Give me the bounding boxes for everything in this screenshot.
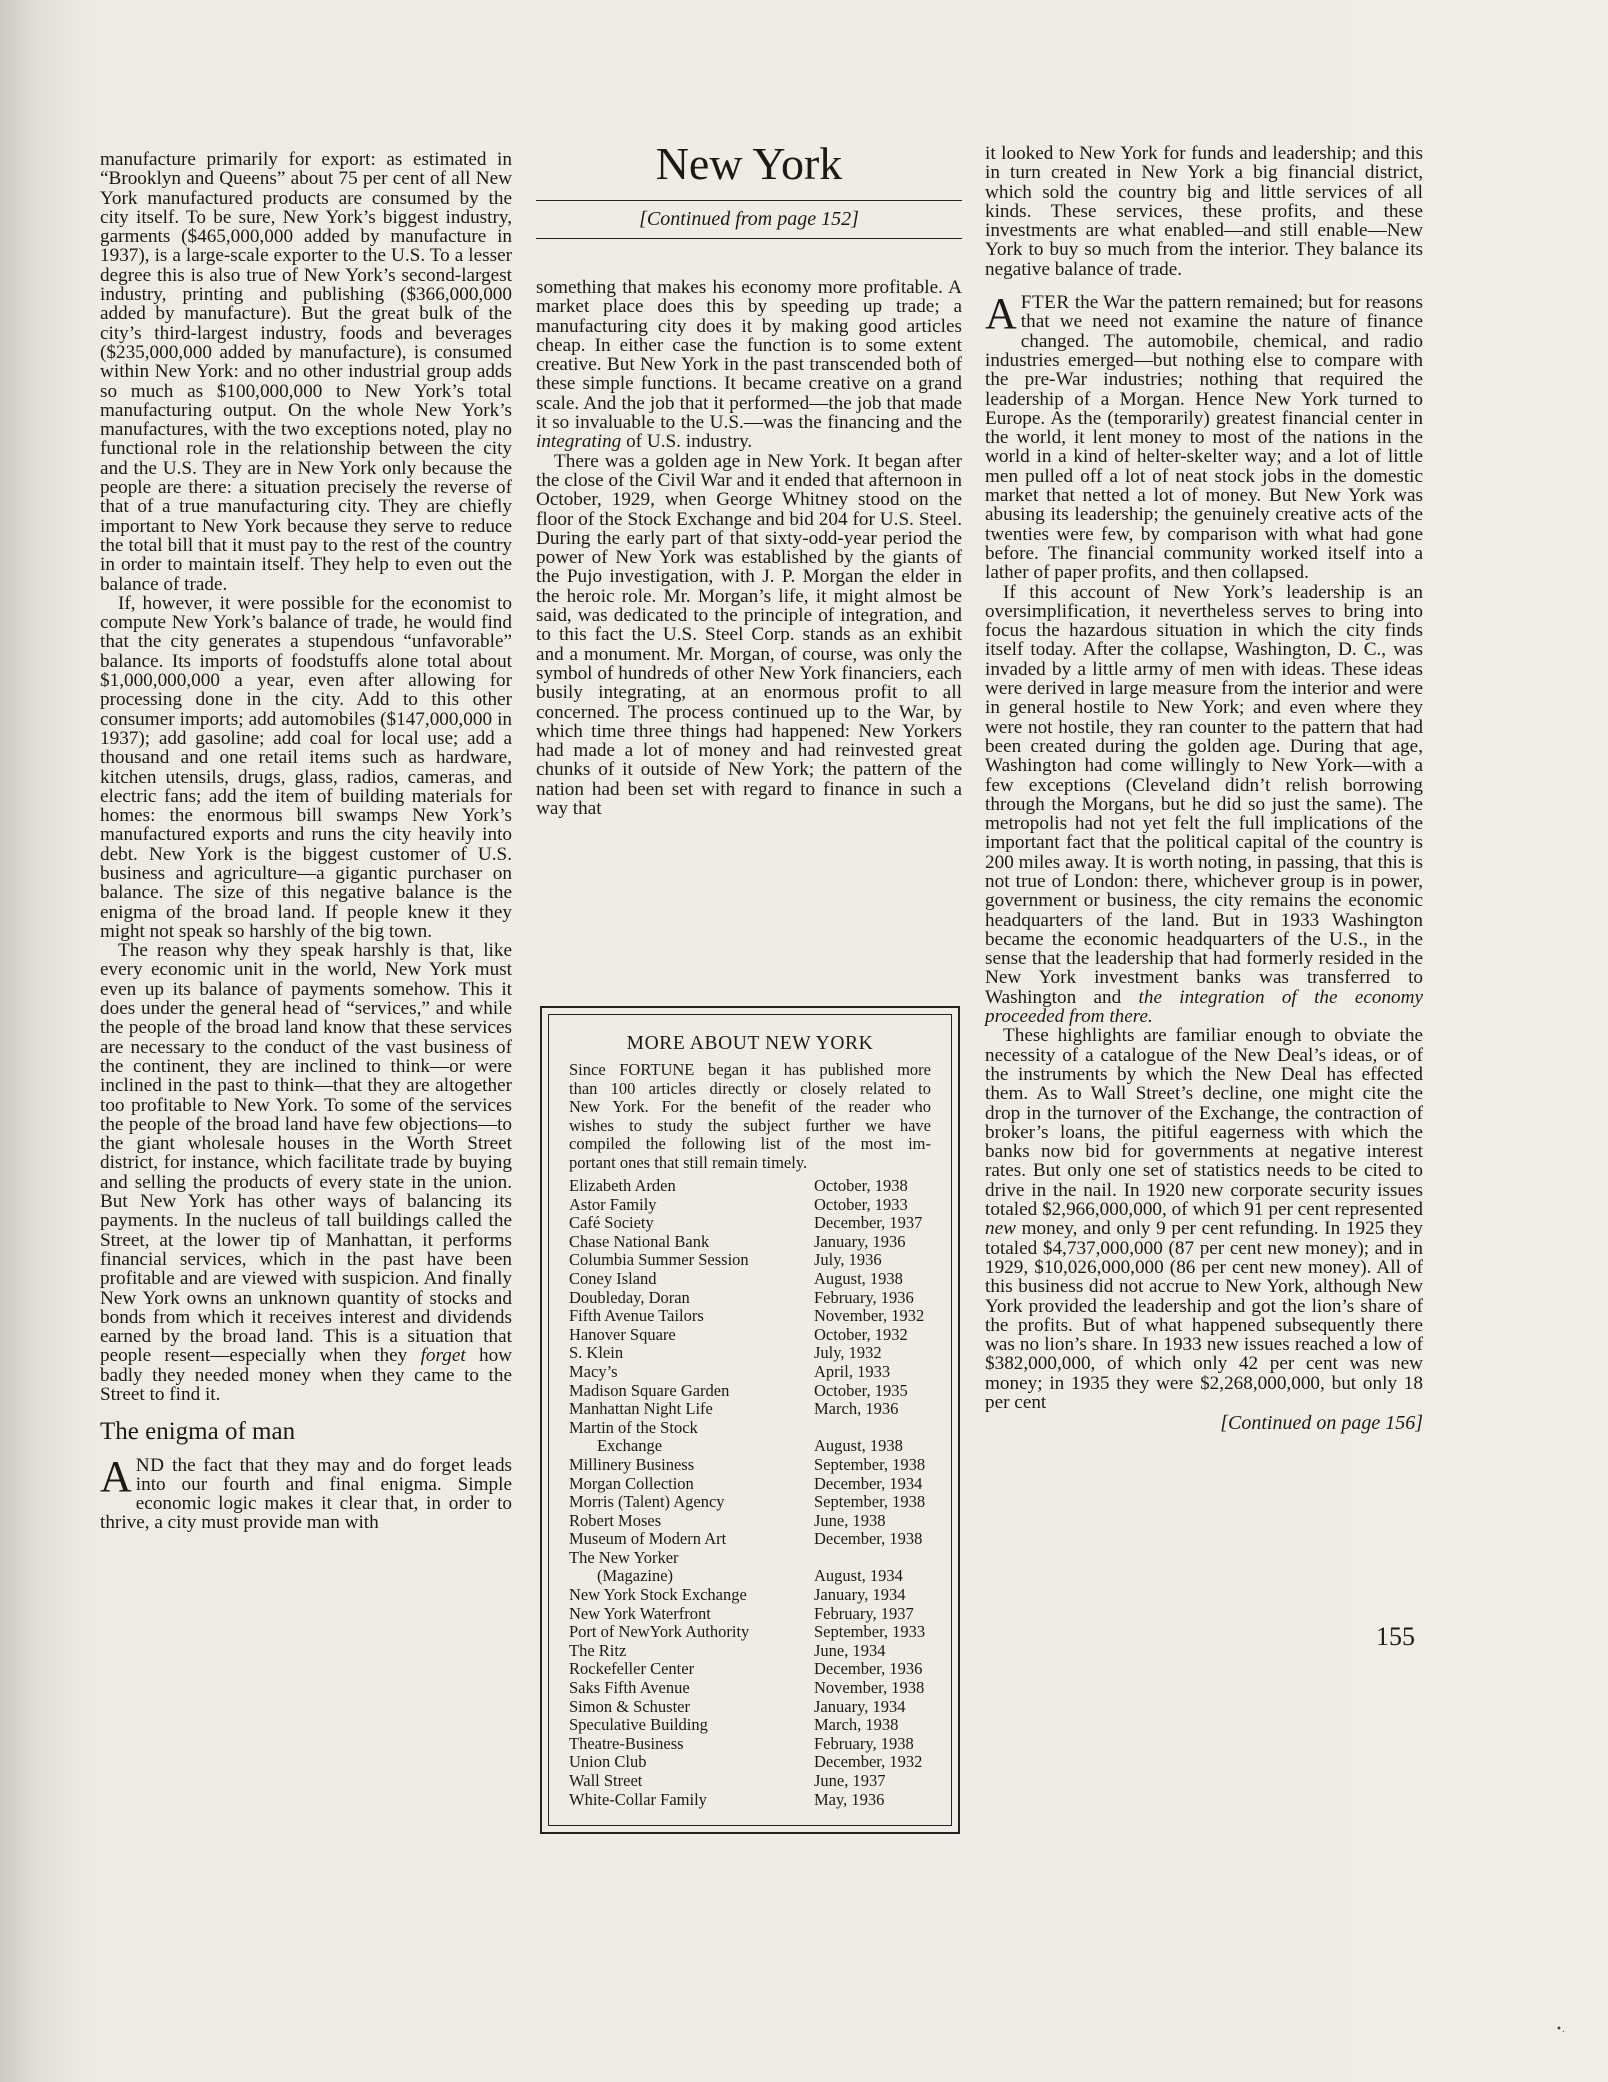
list-item bbox=[569, 1456, 943, 1475]
continued-from-note: [Continued from page 152] bbox=[639, 208, 859, 230]
list-item bbox=[569, 1270, 943, 1289]
page-title: New York bbox=[655, 138, 843, 189]
list-item bbox=[569, 1586, 943, 1605]
article-date: January, 1934 bbox=[814, 1696, 906, 1716]
article-name bbox=[569, 1196, 814, 1215]
article-name-line: Hanover Square bbox=[569, 1324, 676, 1344]
sidebar-inner-frame bbox=[548, 1014, 952, 1826]
article-name-line: Speculative Building bbox=[569, 1715, 708, 1735]
drop-cap: A bbox=[985, 289, 1017, 339]
col2-p1-italic: integrating bbox=[536, 431, 622, 453]
list-item bbox=[569, 1660, 943, 1679]
list-item bbox=[569, 1772, 943, 1791]
article-name bbox=[569, 1475, 814, 1494]
article-date: August, 1938 bbox=[814, 1268, 903, 1288]
article-name-line: New York Waterfront bbox=[569, 1603, 711, 1623]
list-item bbox=[569, 1791, 943, 1810]
col1-p3-italic: forget bbox=[420, 1345, 466, 1367]
article-name bbox=[569, 1214, 814, 1233]
col2-p1-end: of U.S. industry. bbox=[626, 431, 753, 453]
article-name bbox=[569, 1307, 814, 1326]
list-item bbox=[569, 1753, 943, 1772]
col3-paragraph-2 bbox=[985, 289, 1423, 584]
article-name bbox=[569, 1400, 814, 1419]
article-date: June, 1937 bbox=[814, 1771, 886, 1790]
list-item bbox=[569, 1289, 943, 1308]
sidebar-intro-line: compiled the following list of the most im- bbox=[569, 1134, 931, 1154]
article-date: February, 1936 bbox=[814, 1287, 914, 1307]
article-name-line: White-Collar Family bbox=[569, 1789, 707, 1809]
article-name-line: Wall Street bbox=[569, 1771, 643, 1790]
article-date: December, 1932 bbox=[814, 1752, 923, 1772]
article-name bbox=[569, 1698, 814, 1717]
drop-cap: A bbox=[100, 1451, 132, 1501]
article-name bbox=[569, 1289, 814, 1308]
title-rule-top bbox=[536, 200, 962, 201]
list-item bbox=[569, 1363, 943, 1382]
article-name bbox=[569, 1530, 814, 1549]
continued-on-note: [Continued on page 156] bbox=[1220, 1412, 1423, 1435]
article-date: August, 1938 bbox=[814, 1436, 903, 1456]
article-name-line: Madison Square Garden bbox=[569, 1380, 730, 1400]
article-date: December, 1937 bbox=[814, 1213, 923, 1233]
article-date: October, 1935 bbox=[814, 1380, 908, 1400]
small-caps-lead: ND bbox=[135, 1454, 165, 1476]
article-name bbox=[569, 1772, 814, 1791]
article-name bbox=[569, 1753, 814, 1772]
list-item bbox=[569, 1326, 943, 1345]
article-name bbox=[569, 1456, 814, 1475]
col3-p4-end: money, and only 9 per cent refunding. In 1925 they totaled $4,737,000,000 (87 per cent new money); and in 1929, $10,026,000,000 (86 per cent new money). All of this business did not accrue to New York, although New York provided the leadership and got the lion’s share of the profits. But of what happened subsequently there was no lion’s share. In 1933 new issues reached a low of $382,000,000, of which only 42 per cent was new money; in 1935 they were $2,268,000,000, but only 18 per cent bbox=[985, 1218, 1423, 1413]
article-name-line: Simon & Schuster bbox=[569, 1696, 691, 1716]
col1-paragraph-3 bbox=[100, 941, 512, 1404]
article-name-line: Millinery Business bbox=[569, 1454, 695, 1474]
col3-paragraph-3 bbox=[985, 583, 1423, 1027]
article-name-line: Fifth Avenue Tailors bbox=[569, 1306, 704, 1326]
list-item bbox=[569, 1642, 943, 1661]
article-name-line: Café Society bbox=[569, 1213, 654, 1233]
col1-p3-end: how badly they needed money when they came to the Street to find it. bbox=[100, 1345, 513, 1405]
col1-paragraph-2: If, however, it were possible for the economist to compute New York’s balance of trade, he would find that the city generates a stupendous “unfavorable” balance. Its imports of foodstuffs alone total about $1,000,000,000 a year, even after allowing for processing done in the city. Add to this other consumer imports; add automobiles ($147,000,000 in 1937); add gasoline; add coal for local use; add a thousand and one retail items such as hardware, kitchen utensils, drugs, glass, radios, cameras, and electric fans; add the item of building materials for homes: the enormous bill swamps New York’s manufactured exports and runs the city heavily into debt. New York is the biggest customer of U.S. business and agriculture—a gigantic purchaser on balance. The size of this negative balance is the enigma of the broad land. If people knew it they might not speak so harshly of the big town. bbox=[100, 592, 512, 942]
section-subhead: The enigma of man bbox=[100, 1418, 296, 1446]
col1-p4-text: the fact that they may and do forget leads into our fourth and final enigma. Simple economic logic makes it clear that, in order to thrive, a city must provide man with bbox=[100, 1454, 513, 1534]
article-name bbox=[569, 1586, 814, 1605]
article-date: December, 1934 bbox=[814, 1473, 923, 1493]
list-item bbox=[569, 1512, 943, 1531]
article-date: August, 1934 bbox=[814, 1566, 903, 1586]
article-name-line: Exchange bbox=[597, 1436, 663, 1456]
article-name-line: Robert Moses bbox=[569, 1510, 662, 1530]
sidebar-intro bbox=[569, 1061, 931, 1173]
article-name bbox=[569, 1549, 814, 1586]
list-item bbox=[569, 1493, 943, 1512]
article-date: January, 1934 bbox=[814, 1585, 906, 1605]
col3-p3-text: If this account of New York’s leadership is an oversimplification, it nevertheless serves to bring into focus the hazardous situation in which the city finds itself today. After the collapse, Washington, D. C., was invaded by a little army of men with ideas. These ideas were derived in large measure from the interior and were in general hostile to New York; and even where they were not hostile, they ran counter to the pattern that had been created during the golden age. During that age, Washington had come willingly to New York—with a few exceptions (Cleveland didn’t relish borrowing through the Morgans, but he did so just the same). The metropolis had not yet felt the full implications of the important fact that the political capital of the country is 200 miles away. It is worth noting, in passing, that this is not true of London: there, whichever group is in power, government or business, the city remains the economic headquarters of the land. But in 1933 Washington became the economic headquarters of the U.S., in the sense that the leadership that had formerly resided in the New York investment banks was transferred to Washington and bbox=[985, 581, 1423, 1008]
list-item bbox=[569, 1698, 943, 1717]
article-name bbox=[569, 1679, 814, 1698]
article-name-line: Macy’s bbox=[569, 1361, 618, 1381]
corner-mark: •. bbox=[1556, 2024, 1566, 2035]
article-date: February, 1938 bbox=[814, 1733, 914, 1753]
article-name-line: Astor Family bbox=[569, 1194, 657, 1214]
article-name bbox=[569, 1735, 814, 1754]
article-name-line: Saks Fifth Avenue bbox=[569, 1678, 690, 1698]
list-item bbox=[569, 1233, 943, 1252]
article-date: July, 1936 bbox=[814, 1250, 882, 1270]
article-name-line: (Magazine) bbox=[597, 1566, 674, 1586]
article-name bbox=[569, 1791, 814, 1810]
article-date: September, 1938 bbox=[814, 1454, 926, 1474]
list-item bbox=[569, 1475, 943, 1494]
sidebar-intro-line: portant ones that still remain timely. bbox=[569, 1152, 808, 1172]
article-name-line: Port of NewYork Authority bbox=[569, 1622, 750, 1642]
article-name-line: Union Club bbox=[569, 1752, 647, 1772]
article-name-line: Museum of Modern Art bbox=[569, 1529, 727, 1549]
list-item bbox=[569, 1177, 943, 1196]
article-name-line: New York Stock Exchange bbox=[569, 1585, 747, 1605]
col1-p3-text: The reason why they speak harshly is that, like every economic unit in the world, New York must even up its balance of payments somehow. This it does under the general head of “services,” and while the people of the broad land know that these services are necessary to the conduct of the vast business of the continent, they are inclined to think—or were inclined in the past to think—that they are altogether too profitable to New York. To some of the services the people of the broad land have few objections—to the giant wholesale houses in the Worth Street district, for instance, which facilitate trade by buying and selling the products of every state in the union. But New York has other ways of balancing its payments. In the nucleus of tall buildings called the Street, at the lower tip of Manhattan, it performs financial services, which in the past have been profitable and are viewed with suspicion. And finally New York owns an unknown quantity of stocks and bonds from which it receives interest and dividends earned by the broad land. This is a situation that people resent—especially when they bbox=[100, 940, 512, 1367]
list-item bbox=[569, 1605, 943, 1624]
list-item bbox=[569, 1382, 943, 1401]
article-name bbox=[569, 1493, 814, 1512]
article-name-line: Chase National Bank bbox=[569, 1231, 710, 1251]
article-name-line: Martin of the Stock bbox=[569, 1417, 698, 1437]
article-name bbox=[569, 1177, 814, 1196]
article-name-line: The Ritz bbox=[569, 1640, 627, 1660]
title-rule-bottom bbox=[536, 238, 962, 239]
article-name-line: Rockefeller Center bbox=[569, 1659, 695, 1679]
list-item bbox=[569, 1400, 943, 1419]
article-name-line: Elizabeth Arden bbox=[569, 1176, 676, 1195]
list-item bbox=[569, 1530, 943, 1549]
col2-p1-text: something that makes his economy more profitable. A market place does this by speeding up trade; a manufacturing city does it by making good articles cheap. In either case the function is to some extent creative. But New York in the past transcended both of these simple functions. It became creative on a grand scale. And the job that it performed—the job that made it so invaluable to the U.S.—was the financing and the bbox=[536, 277, 962, 434]
article-date: October, 1933 bbox=[814, 1194, 908, 1214]
col1-paragraph-1: manufacture primarily for export: as estimated in “Brooklyn and Queens” about 75 per cent of all New York manufactured products are consumed by the city itself. To be sure, New York’s biggest industry, garments ($465,000,000 added by manufacture in 1937), is a large-scale exporter to the U.S. To a lesser degree this is also true of New York’s second-largest industry, printing and publishing ($366,000,000 added by manufacture). But the great bulk of the city’s third-largest industry, foods and beverages ($235,000,000 added by manufacture), is consumed within New York: and no other industrial group adds so much as $100,000,000 to New York’s total manufacturing output. On the whole New York’s manufactures, with the two exceptions noted, play no functional role in the relationship between the city and the U.S. They are in New York only because the people are there: a situation precisely the reverse of that of a true manufacturing city. They are chiefly important to New York because they serve to reduce the total bill that it must pay to the rest of the country in order to maintain itself. They help to even out the balance of trade. bbox=[100, 149, 512, 595]
list-item bbox=[569, 1716, 943, 1735]
article-name-line: The New Yorker bbox=[569, 1547, 679, 1567]
article-name bbox=[569, 1233, 814, 1252]
article-date: June, 1934 bbox=[814, 1640, 886, 1660]
article-name-line: Doubleday, Doran bbox=[569, 1287, 690, 1307]
article-name bbox=[569, 1363, 814, 1382]
article-name bbox=[569, 1716, 814, 1735]
sidebar-title: MORE ABOUT NEW YORK bbox=[626, 1033, 874, 1054]
article-date: May, 1936 bbox=[814, 1789, 885, 1809]
article-name bbox=[569, 1512, 814, 1531]
article-date: December, 1938 bbox=[814, 1529, 923, 1549]
article-name bbox=[569, 1270, 814, 1289]
article-name bbox=[569, 1251, 814, 1270]
list-item bbox=[569, 1549, 943, 1586]
article-date: November, 1932 bbox=[814, 1306, 925, 1326]
article-column-3 bbox=[985, 144, 1423, 1434]
sidebar-intro-line: New York. For the benefit of the reader who bbox=[569, 1097, 931, 1117]
list-item bbox=[569, 1344, 943, 1363]
article-name-line: S. Klein bbox=[569, 1343, 624, 1363]
col3-p3-italic: the integration of the economy proceeded from there. bbox=[985, 986, 1424, 1028]
col3-paragraph-1: it looked to New York for funds and leadership; and this in turn created in New York a big financial district, which sold the country big and little services of all kinds. These services, these profits, and these investments are what enabled—and still enable—New York to buy so much from the interior. They balance its negative balance of trade. bbox=[985, 143, 1423, 280]
article-name bbox=[569, 1660, 814, 1679]
article-name-line: Theatre-Business bbox=[569, 1733, 684, 1753]
article-date: June, 1938 bbox=[814, 1510, 886, 1530]
sidebar-intro-line: wishes to study the subject further we have bbox=[569, 1115, 931, 1135]
small-caps-lead: FTER bbox=[1020, 292, 1070, 314]
list-item bbox=[569, 1623, 943, 1642]
article-name bbox=[569, 1623, 814, 1642]
article-name-line: Columbia Summer Session bbox=[569, 1250, 749, 1270]
article-date: September, 1938 bbox=[814, 1492, 926, 1512]
article-list bbox=[569, 1177, 943, 1809]
article-name bbox=[569, 1344, 814, 1363]
article-date: April, 1933 bbox=[814, 1361, 891, 1381]
col2-paragraph-1 bbox=[536, 278, 962, 452]
article-name-line: Morris (Talent) Agency bbox=[569, 1492, 725, 1512]
col3-p4-text: These highlights are familiar enough to obviate the necessity of a catalogue of the New Deal’s ideas, or of the instruments by which the New Deal has effected them. As to Wall Street’s decline, one might cite the drop in the turnover of the Exchange, the contraction of broker’s loans, the pitiful eagerness with which the banks now bid for governments at negative interest rates. But only one set of statistics needs to be cited to drive in the nail. In 1920 new corporate security issues totaled $2,966,000,000, of which 91 per cent represented bbox=[985, 1025, 1423, 1221]
article-name-line: Manhattan Night Life bbox=[569, 1399, 713, 1419]
article-date: December, 1936 bbox=[814, 1659, 923, 1679]
col3-p2-text: the War the pattern remained; but for reasons that we need not examine the nature of finance changed. The automobile, chemical, and radio industries emerged—but nothing else to compare with the pre-War industries; nothing that required the leadership of a Morgan. Hence New York turned to Europe. As the (temporarily) greatest financial center in the world, it lent money to most of the nations in the world in a kind of helter-skelter way; and a lot of little men pulled off a lot of neat stock jobs in the domestic market that netted a lot of money. But New York was abusing its leadership; the genuinely creative acts of the twenties were few, by comparison with what had gone before. The financial community worked itself into a lather of paper profits, and then collapsed. bbox=[985, 292, 1423, 584]
article-name bbox=[569, 1419, 814, 1456]
col1-paragraph-4 bbox=[100, 1451, 513, 1534]
page-number: 155 bbox=[1376, 1622, 1415, 1651]
article-name-line: Coney Island bbox=[569, 1268, 657, 1288]
sidebar-box bbox=[540, 1006, 960, 1834]
sidebar-intro-line: Since FORTUNE began it has published more bbox=[569, 1060, 931, 1079]
article-date: March, 1938 bbox=[814, 1715, 899, 1735]
article-date: February, 1937 bbox=[814, 1603, 914, 1623]
article-date: January, 1936 bbox=[814, 1231, 906, 1251]
list-item bbox=[569, 1735, 943, 1754]
list-item bbox=[569, 1419, 943, 1456]
article-date: September, 1933 bbox=[814, 1622, 926, 1642]
article-date: October, 1938 bbox=[814, 1176, 908, 1195]
col3-paragraph-4 bbox=[985, 1026, 1423, 1412]
list-item bbox=[569, 1196, 943, 1215]
list-item bbox=[569, 1251, 943, 1270]
col2-paragraph-2: There was a golden age in New York. It began after the close of the Civil War and it ended that afternoon in October, 1929, when George Whitney stood on the floor of the Stock Exchange and bid 204 for U.S. Steel. During the early part of that sixty-odd-year period the power of New York was established by the giants of the Pujo investigation, with J. P. Morgan the elder in the heroic role. Mr. Morgan’s life, it might almost be said, was dedicated to the principle of integration, and to this fact the U.S. Steel Corp. stands as an exhibit and a monument. Mr. Morgan, of course, was only the symbol of hundreds of other New York financiers, each busily integrating, at an enormous profit to all concerned. The process continued up to the War, by which time three things had happened: New Yorkers had made a lot of money and had reinvested great chunks of it outside of New York; the pattern of the nation had been set with regard to finance in such a way that bbox=[536, 450, 962, 820]
article-date: November, 1938 bbox=[814, 1678, 925, 1698]
article-name-line: Morgan Collection bbox=[569, 1473, 694, 1493]
article-date: July, 1932 bbox=[814, 1343, 882, 1363]
col3-p4-italic: new bbox=[985, 1218, 1016, 1240]
article-name bbox=[569, 1382, 814, 1401]
article-name bbox=[569, 1642, 814, 1661]
article-date: March, 1936 bbox=[814, 1399, 899, 1419]
article-date: October, 1932 bbox=[814, 1324, 908, 1344]
list-item bbox=[569, 1214, 943, 1233]
article-name bbox=[569, 1326, 814, 1345]
list-item bbox=[569, 1307, 943, 1326]
article-name bbox=[569, 1605, 814, 1624]
sidebar-intro-line: than 100 articles directly or closely related to bbox=[569, 1078, 931, 1098]
article-column-2 bbox=[536, 278, 962, 818]
list-item bbox=[569, 1679, 943, 1698]
article-column-1 bbox=[100, 150, 512, 1533]
